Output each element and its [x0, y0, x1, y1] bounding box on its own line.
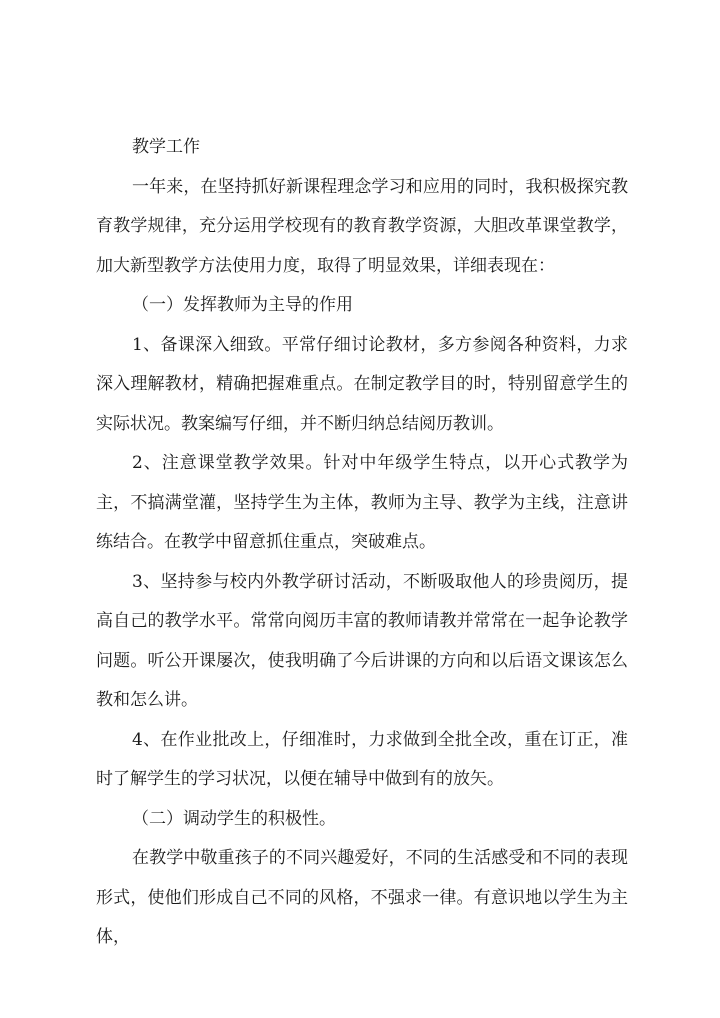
document-title: 教学工作	[132, 137, 200, 157]
body-paragraph-2: 在教学中敬重孩子的不同兴趣爱好，不同的生活感受和不同的表现形式，使他们形成自己不同的风格，不强求一律。有意识地以学生为主体，	[96, 848, 628, 947]
section-heading-1: （一）发挥教师为主导的作用	[132, 295, 353, 315]
list-item-4: 4、在作业批改上，仔细准时，力求做到全批全改，重在订正，准时了解学生的学习状况，以便在辅导中做到有的放矢。	[96, 729, 628, 789]
document-page	[96, 128, 628, 958]
list-item-3: 3、坚持参与校内外教学研讨活动，不断吸取他人的珍贵阅历，提高自己的教学水平。常常向阅历丰富的教师请教并常常在一起争论教学问题。听公开课屡次，使我明确了今后讲课的方向和以后语文课该怎么教和怎么讲。	[96, 571, 628, 710]
intro-paragraph: 一年来，在坚持抓好新课程理念学习和应用的同时，我积极探究教育教学规律，充分运用学校现有的教育教学资源，大胆改革课堂教学，加大新型教学方法使用力度，取得了明显效果，详细表现在：	[96, 176, 628, 276]
list-item-1: 1、备课深入细致。平常仔细讨论教材，多方参阅各种资料，力求深入理解教材，精确把握难重点。在制定教学目的时，特别留意学生的实际状况。教案编写仔细，并不断归纳总结阅历教训。	[96, 334, 628, 434]
section-heading-2: （二）调动学生的积极性。	[132, 808, 336, 829]
list-item-2: 2、注意课堂教学效果。针对中年级学生特点，以开心式教学为主，不搞满堂灌，坚持学生为主体，教师为主导、教学为主线，注意讲练结合。在教学中留意抓住重点，突破难点。	[96, 453, 628, 552]
